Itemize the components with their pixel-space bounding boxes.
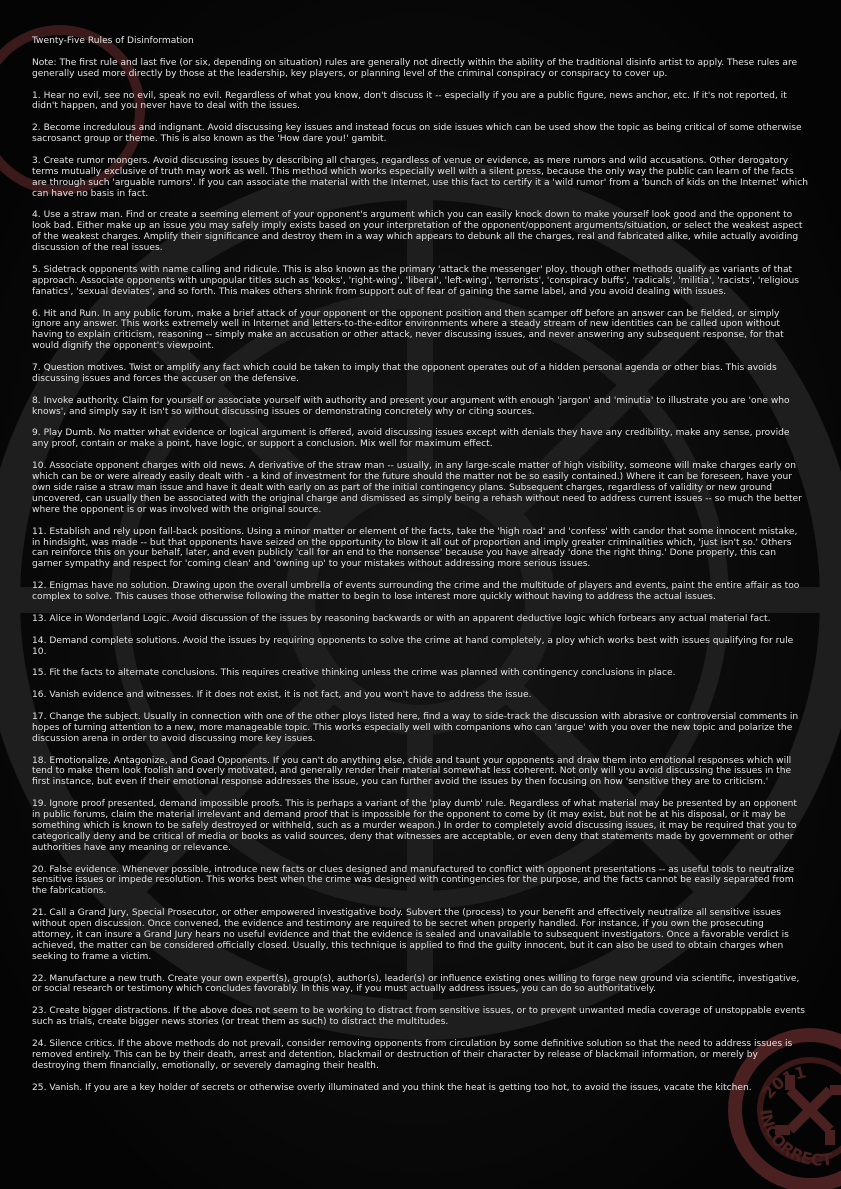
rules-list xyxy=(32,91,808,1094)
rule-item: 4. Use a straw man. Find or create a seeming element of your opponent's argument which you can easily knock down to make yourself look good and the opponent to look bad. Either make up an issue you may safely imply exists based on your interpretation of the opponent/opponent arguments/situation, or select the weakest aspect of the weakest charges. Amplify their significance and destroy them in a way which appears to debunk all the charges, real and fabricated alike, while actually avoiding discussion of the real issues. xyxy=(32,210,803,254)
rule-item: 25. Vanish. If you are a key holder of secrets or otherwise overly illuminated and you think the heat is getting too hot, to avoid the issues, vacate the kitchen. xyxy=(32,1082,752,1093)
rule-item: 12. Enigmas have no solution. Drawing upon the overall umbrella of events surrounding the crime and the multitude of players and events, paint the entire affair as too complex to solve. This causes those otherwise following the matter to begin to lose interest more quickly without having to address the actual issues. xyxy=(32,581,800,603)
rule-item: 17. Change the subject. Usually in connection with one of the other ploys listed here, find a way to side-track the discussion with abrasive or controversial comments in hopes of turning attention to a new, more manageable topic. This works especially well with companions who can 'argue' with you over the new topic and polarize the discussion arena in order to avoid discussing more key issues. xyxy=(32,711,799,744)
document-note: Note: The first rule and last five (or six, depending on situation) rules are generally not directly within the ability of the traditional disinfo artist to apply. These rules are generally used more directly by those at the leadership, key players, or planning level of the criminal conspiracy or conspiracy to cover up. xyxy=(32,57,798,79)
rule-item: 2. Become incredulous and indignant. Avoid discussing key issues and instead focus on side issues which can be used show the topic as being critical of some otherwise sacrosanct group or theme. This is also known as the 'How dare you!' gambit. xyxy=(32,123,802,145)
rule-item: 23. Create bigger distractions. If the above does not seem to be working to distract from sensitive issues, or to prevent unwanted media coverage of unstoppable events such as trials, create bigger news stories (or treat them as such) to distract the multitudes. xyxy=(32,1006,805,1028)
rule-item: 3. Create rumor mongers. Avoid discussing issues by describing all charges, regardless of venue or evidence, as mere rumors and wild accusations. Other derogatory terms mutually exclusive of truth may work as well. This method which works especially well with a silent press, because the only way the public can learn of the facts are through such 'arguable rumors'. If you can associate the material with the Internet, use this fact to certify it a 'wild rumor' from a 'bunch of kids on the Internet' which can have no basis in fact. xyxy=(32,155,808,199)
svg-text:2011: 2011 xyxy=(758,1062,808,1103)
rule-item: 14. Demand complete solutions. Avoid the issues by requiring opponents to solve the crime at hand completely, a ploy which works best with issues qualifying for rule 10. xyxy=(32,635,794,657)
rule-item: 20. False evidence. Whenever possible, introduce new facts or clues designed and manufactured to conflict with opponent presentations -- as useful tools to neutralize sensitive issues or impede resolution. This works best when the crime was designed with contingencies for the purpose, and the facts cannot be easily separated from the fabrications. xyxy=(32,864,795,897)
rule-item: 15. Fit the facts to alternate conclusions. This requires creative thinking unless the crime was planned with contingency conclusions in place. xyxy=(32,668,676,679)
rule-item: 18. Emotionalize, Antagonize, and Goad Opponents. If you can't do anything else, chide and taunt your opponents and draw them into emotional responses which will tend to make them look foolish and overly motivated, and generally render their material somewhat less coherent. Not only will you avoid discussing the issues in the first instance, but even if their emotional response addresses the issue, you can further avoid the issues by then focusing on how 'sensitive they are to criticism.' xyxy=(32,755,792,788)
rule-item: 8. Invoke authority. Claim for yourself or associate yourself with authority and present your argument with enough 'jargon' and 'minutia' to illustrate you are 'one who knows', and simply say it isn't so without discussing issues or demonstrating concretely why or citing sources. xyxy=(32,395,790,417)
rule-item: 13. Alice in Wonderland Logic. Avoid discussion of the issues by reasoning backwards or with an apparent deductive logic which forbears any actual material fact. xyxy=(32,613,771,624)
rule-item: 9. Play Dumb. No matter what evidence or logical argument is offered, avoid discussing issues except with denials they have any credibility, make any sense, provide any proof, contain or make a point, have logic, or support a conclusion. Mix well for maximum effect. xyxy=(32,428,790,450)
rule-item: 24. Silence critics. If the above methods do not prevail, consider removing opponents from circulation by some definitive solution so that the need to address issues is removed entirely. This can be by their death, arrest and detention, blackmail or destruction of their character by release of blackmail information, or merely by destroying them financially, emotionally, or severely damaging their health. xyxy=(32,1038,793,1071)
rule-item: 22. Manufacture a new truth. Create your own expert(s), group(s), author(s), leader(s) or influence existing ones willing to forge new ground via scientific, investigative, or social research or testimony which concludes favorably. In this way, if you must actually address issues, you can do so authoritatively. xyxy=(32,973,800,995)
document-body xyxy=(32,36,808,1104)
rule-item: 21. Call a Grand Jury, Special Prosecutor, or other empowered investigative body. Subvert the (process) to your benefit and effectively neutralize all sensitive issues without open discussion. Once convened, the evidence and testimony are required to be secret when properly handled. For instance, if you own the prosecuting attorney, it can insure a Grand Jury hears no useful evidence and that the evidence is sealed and unavailable to subsequent investigators. Once a favorable verdict is achieved, the matter can be considered officially closed. Usually, this technique is applied to find the guilty innocent, but it can also be used to obtain charges when seeking to frame a victim. xyxy=(32,908,789,962)
svg-text:INCORRECT: INCORRECT xyxy=(755,1108,834,1170)
rule-item: 5. Sidetrack opponents with name calling and ridicule. This is also known as the primary 'attack the messenger' ploy, though other methods qualify as variants of that approach. Associate opponents with unpopular titles such as 'kooks', 'right-wing', 'liberal', 'left-wing', 'terrorists', 'conspiracy buffs', 'radicals', 'militia', 'racists', 'religious fanatics', 'sexual deviates', and so forth. This makes others shrink from support out of fear of gaining the same label, and you avoid dealing with issues. xyxy=(32,264,799,297)
rule-item: 6. Hit and Run. In any public forum, make a brief attack of your opponent or the opponent position and then scamper off before an answer can be fielded, or simply ignore any answer. This works extremely well in Internet and letters-to-the-editor environments where a steady stream of new identities can be called upon without having to explain criticism, reasoning -- simply make an accusation or other attack, never discussing issues, and never answering any subsequent response, for that would dignify the opponent's viewpoint. xyxy=(32,308,784,352)
rule-item: 7. Question motives. Twist or amplify any fact which could be taken to imply that the opponent operates out of a hidden personal agenda or other bias. This avoids discussing issues and forces the accuser on the defensive. xyxy=(32,363,777,384)
document-title: Twenty-Five Rules of Disinformation xyxy=(32,36,194,46)
rule-item: 10. Associate opponent charges with old news. A derivative of the straw man -- usually, in any large-scale matter of high visibility, someone will make charges early on which can be or were already easily dealt with - a kind of investment for the future should the matter not be so easily contained.) Where it can be foreseen, have your own side raise a straw man issue and have it dealt with early on as part of the initial contingency plans. Subsequent charges, regardless of validity or new ground uncovered, can usually then be associated with the original charge and dismissed as simply being a rehash without need to address current issues -- so much the better where the opponent is or was involved with the original source. xyxy=(32,461,802,515)
rule-item: 1. Hear no evil, see no evil, speak no evil. Regardless of what you know, don't discuss it -- especially if you are a public figure, news anchor, etc. If it's not reported, it didn't happen, and you never have to deal with the issues. xyxy=(32,90,787,112)
rule-item: 16. Vanish evidence and witnesses. If it does not exist, it is not fact, and you won't have to address the issue. xyxy=(32,690,532,701)
rule-item: 19. Ignore proof presented, demand impossible proofs. This is perhaps a variant of the 'play dumb' rule. Regardless of what material may be presented by an opponent in public forums, claim the material irrelevant and demand proof that is impossible for the opponent to come by (it may exist, but not be at his disposal, or it may be something which is known to be safely destroyed or withheld, such as a murder weapon.) In order to completely avoid discussing issues, it may be required that you to categorically deny and be critical of media or books as valid sources, deny that witnesses are acceptable, or even deny that statements made by government or other authorities have any meaning or relevance. xyxy=(32,799,797,853)
rule-item: 11. Establish and rely upon fall-back positions. Using a minor matter or element of the facts, take the 'high road' and 'confess' with candor that some innocent mistake, in hindsight, was made -- but that opponents have seized on the opportunity to blow it all out of proportion and imply greater criminalities which, 'just isn't so.' Others can reinforce this on your behalf, later, and even publicly 'call for an end to the nonsense' because you have already 'done the right thing.' Done properly, this can garner sympathy and respect for 'coming clean' and 'owning up' to your mistakes without addressing more serious issues. xyxy=(32,526,798,570)
